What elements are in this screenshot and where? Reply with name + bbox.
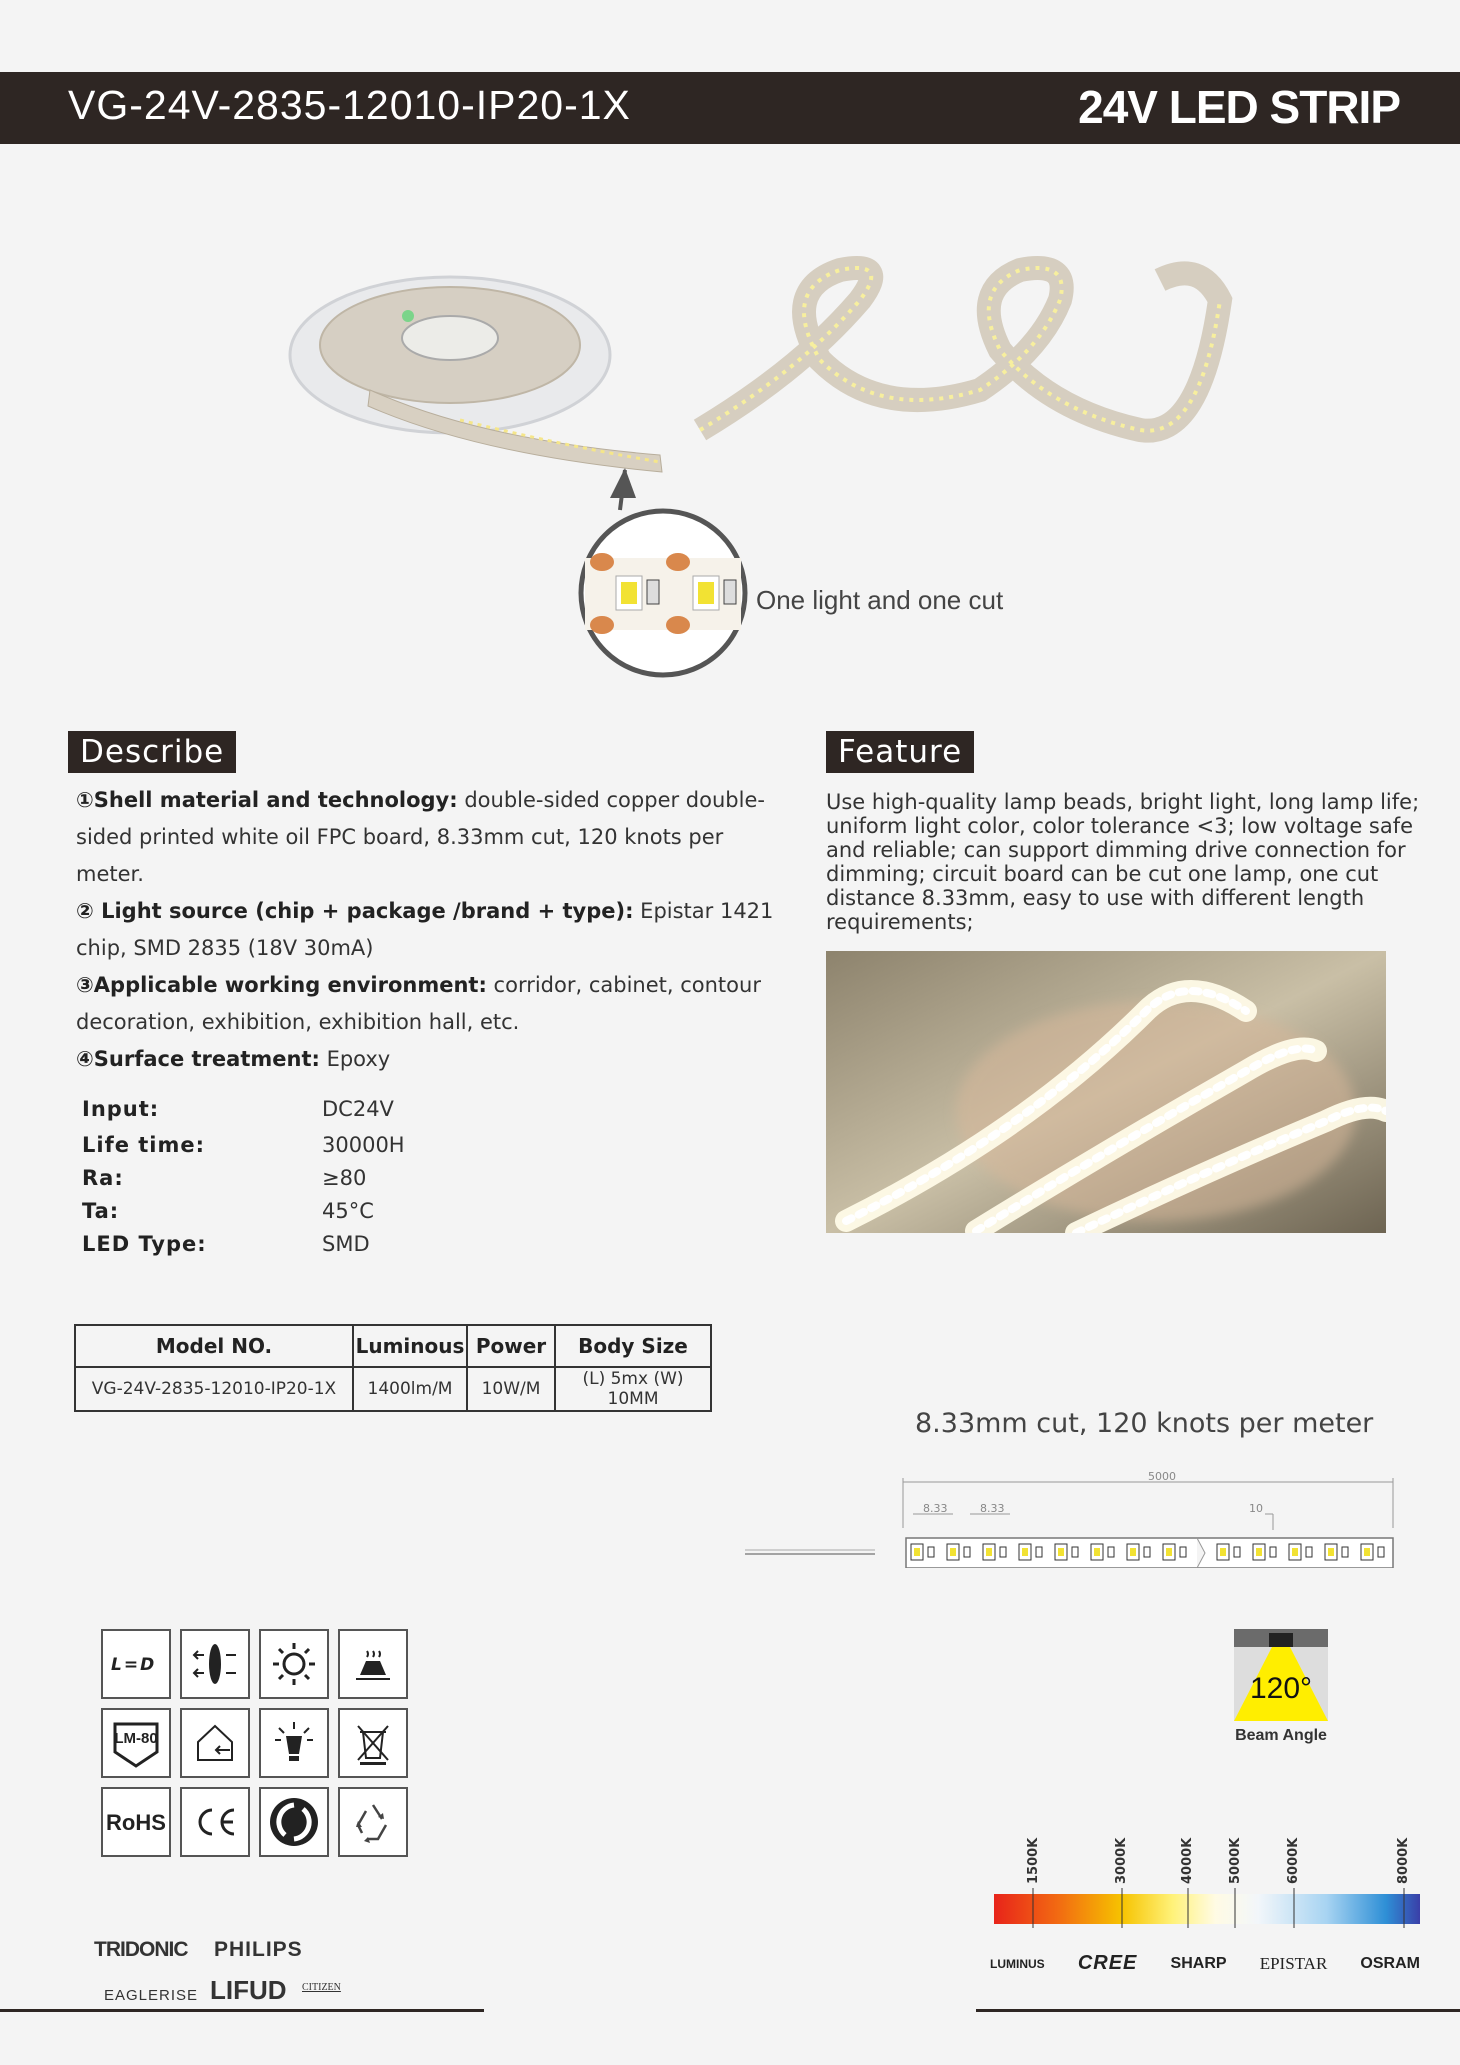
brand-logo: EAGLERISE [104,1987,199,2004]
spec-value: DC24V [322,1097,394,1121]
feature-text: Use high-quality lamp beads, bright light, long lamp life; uniform light color, color tolerance <3; low voltage safe and reliable; can support dimming drive connection for dimming; circuit board can be cut one lamp, one cut distance 8.33mm, easy to use with different length requirements; [826,790,1420,934]
beam-angle-label: Beam Angle [1235,1727,1327,1744]
brand-logo: SHARP [1170,1954,1227,1972]
ce-icon [180,1787,250,1857]
describe-item: ② Light source (chip + package /brand + type): Epistar 1421 chip, SMD 2835 (18V 30mA) [76,899,774,960]
dim-cut-2: 8.33 [980,1502,1005,1515]
describe-list [76,782,796,1078]
dimmable-icon [180,1629,250,1699]
model-table [74,1324,712,1412]
color-temperature-bar [992,1888,1422,1928]
heat-dissipation-icon [338,1629,408,1699]
table-row [75,1367,711,1411]
spec-label: Ta: [82,1199,120,1223]
recycle-icon [338,1787,408,1857]
spec-value: 30000H [322,1133,405,1157]
brand-logo: PHILIPS [214,1938,303,1961]
cert-icon-grid [101,1629,408,1857]
describe-item-text: Epoxy [319,1047,391,1071]
diagram-caption: 8.33mm cut, 120 knots per meter [915,1408,1374,1439]
table-header-row [75,1325,711,1367]
brand-logo: LIFUD [210,1975,287,2005]
describe-item-label: Surface treatment: [93,1047,320,1071]
table-header: Model NO. [75,1325,353,1367]
brand-logo: EPISTAR [1259,1953,1328,1973]
color-temp-label: 4000K [1180,1837,1195,1884]
describe-item-label: Applicable working environment: [93,973,487,997]
callout-text: One light and one cut [756,585,1004,615]
describe-item-text: double-sided copper double-sided printed white oil FPC board, 8.33mm cut, 120 knots per meter. [76,788,765,886]
weee-bin-icon [338,1708,408,1778]
dim-cut-1: 8.33 [923,1502,948,1515]
svg-text:RoHS: RoHS [106,1810,166,1835]
strip-dimension-diagram [745,1468,1395,1568]
spec-value: ≥80 [322,1166,367,1190]
dim-width: 10 [1249,1502,1263,1515]
lm80-icon [101,1708,171,1778]
led-icon [101,1629,171,1699]
describe-heading: Describe [68,731,236,773]
table-cell: (L) 5mx (W) 10MM [555,1367,711,1411]
color-temp-label: 6000K [1286,1837,1301,1884]
brightness-icon [259,1629,329,1699]
color-temp-label: 8000K [1396,1837,1411,1884]
describe-item-label: Shell material and technology: [93,788,458,812]
lit-strip-photo [826,951,1386,1233]
footer-rule-left [0,2009,484,2012]
brand-logo: CITIZEN [302,1982,341,1993]
spec-value: 45°C [322,1199,374,1223]
feature-heading: Feature [826,731,974,773]
green-dot-icon [259,1787,329,1857]
indoor-use-icon [180,1708,250,1778]
lamp-icon [259,1708,329,1778]
product-type: 24V LED STRIP [1078,81,1400,133]
color-temp-label: 1500K [1026,1837,1041,1884]
table-header: Body Size [555,1325,711,1367]
describe-item-label: Light source (chip + package /brand + type): [93,899,634,923]
brand-logo: OSRAM [1360,1954,1420,1972]
header-bar [0,72,1460,144]
dim-total: 5000 [1148,1470,1176,1483]
table-cell: 10W/M [467,1367,555,1411]
table-header: Power [467,1325,555,1367]
svg-text:LM-80: LM-80 [114,1730,158,1747]
spec-label: Input: [82,1097,160,1121]
table-cell: 1400lm/M [353,1367,467,1411]
describe-item: ④Surface treatment: Epoxy [76,1047,391,1071]
describe-item-text: Epistar 1421 chip, SMD 2835 (18V 30mA) [76,899,774,960]
table-cell: VG-24V-2835-12010-IP20-1X [75,1367,353,1411]
spec-label: Life time: [82,1133,206,1157]
brand-logo: LUMINUS [990,1956,1045,1971]
brand-logo: TRIDONIC [94,1938,188,1961]
spec-label: LED Type: [82,1232,207,1256]
color-temp-label: 3000K [1114,1837,1129,1884]
describe-item: ③Applicable working environment: corridor, cabinet, contour decoration, exhibition, exhibition hall, etc. [76,973,761,1034]
beam-angle-value: 120° [1249,1672,1313,1705]
table-header: Luminous [353,1325,467,1367]
color-temp-label: 5000K [1228,1837,1243,1884]
describe-item: ①Shell material and technology: double-sided copper double-sided printed white oil FPC board, 8.33mm cut, 120 knots per meter. [76,788,765,886]
model-title: VG-24V-2835-12010-IP20-1X [68,82,631,128]
svg-text:L=D: L=D [111,1655,157,1674]
describe-item-text: corridor, cabinet, contour decoration, exhibition, exhibition hall, etc. [76,973,761,1034]
led-brand-logos [990,1952,1420,1975]
rohs-icon [101,1787,171,1857]
brand-logo: CREE [1077,1952,1138,1974]
footer-rule-right [976,2009,1460,2012]
spec-label: Ra: [82,1166,124,1190]
spec-value: SMD [322,1232,370,1256]
